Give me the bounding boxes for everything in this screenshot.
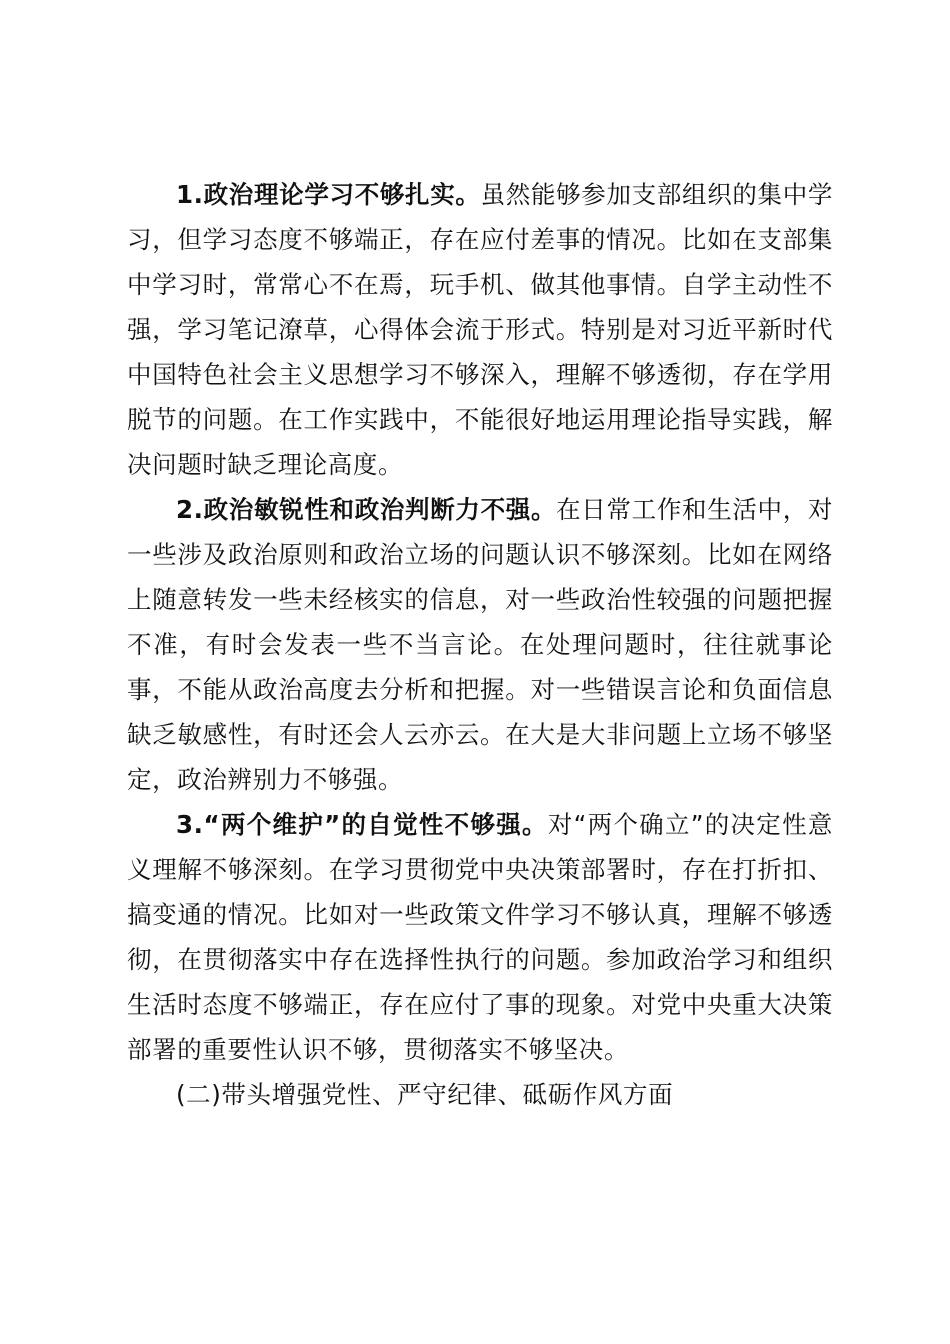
- paragraph-2-heading: 2.政治敏锐性和政治判断力不强。: [176, 495, 557, 524]
- section-subheading: (二)带头增强党性、严守纪律、砥砺作风方面: [176, 1080, 674, 1109]
- paragraph-3-text: 对“两个确立”的决定性意义理解不够深刻。在学习贯彻党中央决策部署时，存在打折扣、搞变通的情况。比如对一些政策文件学习不够认真，理解不够透彻，在贯彻落实中存在选择性执行的问题。参加政治学习和组织生活时态度不够端正，存在应付了事的现象。对党中央重大决策部署的重要性认识不够，贯彻落实不够坚决。: [127, 810, 833, 1064]
- paragraph-1: [127, 172, 833, 487]
- document-body: [127, 172, 833, 1117]
- paragraph-1-heading: 1.政治理论学习不够扎实。: [176, 180, 481, 209]
- paragraph-3: [127, 802, 833, 1072]
- paragraph-2-text: 在日常工作和生活中，对一些涉及政治原则和政治立场的问题认识不够深刻。比如在网络上随意转发一些未经核实的信息，对一些政治性较强的问题把握不准，有时会发表一些不当言论。在处理问题时，往往就事论事，不能从政治高度去分析和把握。对一些错误言论和负面信息缺乏敏感性，有时还会人云亦云。在大是大非问题上立场不够坚定，政治辨别力不够强。: [127, 495, 833, 794]
- paragraph-1-text: 虽然能够参加支部组织的集中学习，但学习态度不够端正，存在应付差事的情况。比如在支部集中学习时，常常心不在焉，玩手机、做其他事情。自学主动性不强，学习笔记潦草，心得体会流于形式。特别是对习近平新时代中国特色社会主义思想学习不够深入，理解不够透彻，存在学用脱节的问题。在工作实践中，不能很好地运用理论指导实践，解决问题时缺乏理论高度。: [127, 180, 833, 479]
- paragraph-2: [127, 487, 833, 802]
- paragraph-3-heading: 3.“两个维护”的自觉性不够强。: [176, 810, 548, 839]
